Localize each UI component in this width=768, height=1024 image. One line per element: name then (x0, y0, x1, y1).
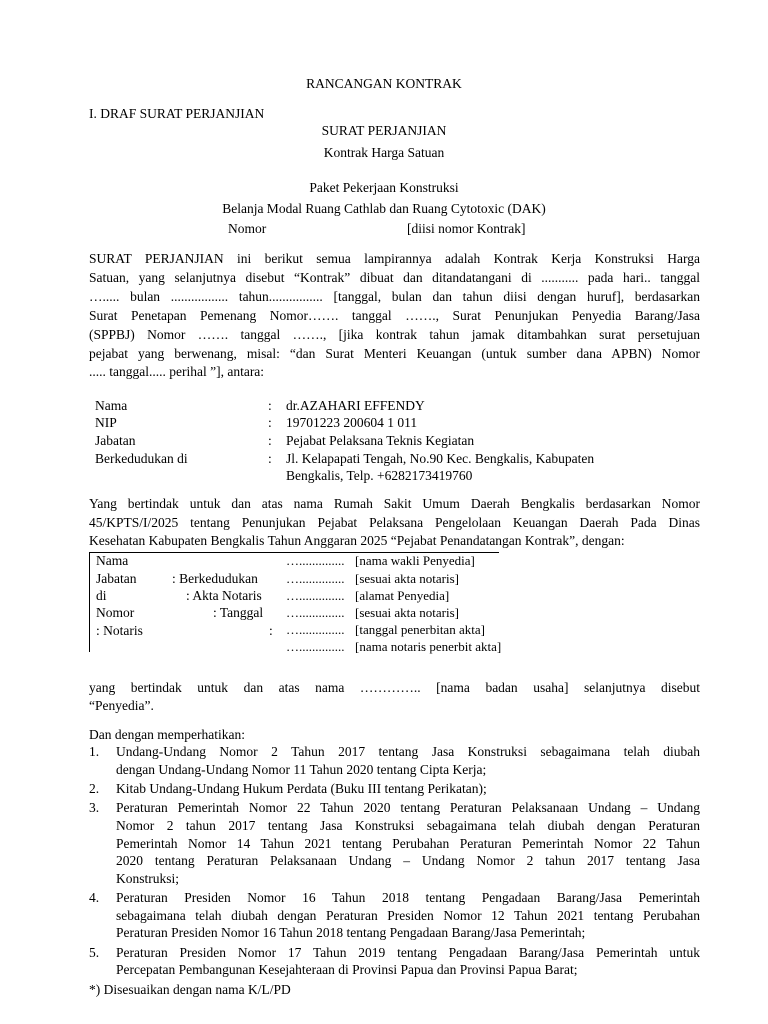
colon: : (269, 623, 273, 638)
provider-value: [sesuai akta notaris] (355, 605, 459, 620)
official-domicile-label: Berkedudukan di (95, 451, 188, 466)
list-number: 5. (89, 945, 100, 960)
colon: : (268, 451, 272, 466)
provider-acting-line: yang bertindak untuk dan atas nama ………….. [nama badan usaha] selanjutnya disebut (89, 680, 700, 695)
provider-value: [nama wakli Penyedia] (355, 553, 475, 568)
intro-line: Satuan, yang selanjutnya disebut “Kontrak” dibuat dan ditandatangani di ........... pada hari.. tanggal (89, 270, 700, 285)
acting-line: Yang bertindak untuk dan atas nama Rumah Sakit Umum Daerah Bengkalis berdasarkan Nomor (89, 496, 700, 511)
acting-line: Kesehatan Kabupaten Bengkalis Tahun Anggaran 2025 “Pejabat Penandatangan Kontrak”, dengan: (89, 533, 625, 548)
provider-label: Nama (96, 553, 129, 568)
provider-label: di (96, 588, 107, 603)
official-position-value: Pejabat Pelaksana Teknis Kegiatan (286, 433, 475, 448)
provider-label: : Tanggal (213, 605, 264, 620)
list-item-line: sebagaimana telah diubah dengan Peraturan Presiden Nomor 12 Tahun 2021 tentang Perubahan (116, 908, 700, 923)
provider-dots: ….............. (286, 588, 345, 603)
list-number: 2. (89, 781, 100, 796)
considering-heading: Dan dengan memperhatikan: (89, 727, 245, 742)
package-title: Paket Pekerjaan Konstruksi (309, 180, 459, 195)
list-item-line: Peraturan Presiden Nomor 16 Tahun 2018 tentang Pengadaan Barang/Jasa Pemerintah (116, 890, 700, 905)
list-item-line: dengan Undang-Undang Nomor 11 Tahun 2020 tentang Cipta Kerja; (116, 762, 487, 777)
list-item-line: Konstruksi; (116, 871, 180, 886)
official-nip-value: 19701223 200604 1 011 (286, 415, 418, 430)
list-number: 3. (89, 800, 100, 815)
provider-label: : Notaris (96, 623, 143, 638)
official-domicile-value: Jl. Kelapapati Tengah, No.90 Kec. Bengkalis, Kabupaten (286, 451, 595, 466)
provider-dots: ….............. (286, 553, 345, 568)
provider-value: [tanggal penerbitan akta] (355, 622, 485, 637)
colon: : (268, 433, 272, 448)
list-item-line: Peraturan Pemerintah Nomor 22 Tahun 2020 tentang Peraturan Pelaksanaan Undang – Undang (116, 800, 700, 815)
official-domicile-value: Bengkalis, Telp. +6282173419760 (286, 468, 473, 483)
acting-line: 45/KPTS/I/2025 tentang Penunjukan Pejabat Pelaksana Pengelolaan Keuangan Daerah Pada Dinas (89, 515, 700, 530)
number-label: Nomor (228, 221, 267, 236)
table-border (89, 552, 90, 652)
number-value: [diisi nomor Kontrak] (407, 221, 526, 236)
provider-label: : Akta Notaris (186, 588, 262, 603)
intro-line: SURAT PERJANJIAN ini berikut semua lampirannya adalah Kontrak Kerja Konstruksi Harga (89, 251, 700, 266)
list-number: 1. (89, 744, 100, 759)
provider-dots: ….............. (286, 639, 345, 654)
work-name: Belanja Modal Ruang Cathlab dan Ruang Cytotoxic (DAK) (222, 201, 546, 216)
intro-line: (SPPBJ) Nomor ……. tanggal ……., [jika kontrak tahun jamak ditambahkan surat persetujuan (89, 327, 700, 342)
list-item-line: Peraturan Presiden Nomor 16 Tahun 2018 tentang Pengadaan Barang/Jasa Pemerintah; (116, 925, 586, 940)
provider-label: Jabatan (96, 571, 137, 586)
intro-line: ..... tanggal..... perihal ”], antara: (89, 364, 265, 379)
list-item-line: Peraturan Presiden Nomor 17 Tahun 2019 tentang Pengadaan Barang/Jasa Pemerintah untuk (116, 945, 700, 960)
document-title: RANCANGAN KONTRAK (306, 76, 462, 91)
provider-acting-line: “Penyedia”. (89, 698, 154, 713)
contract-type: Kontrak Harga Satuan (323, 145, 445, 160)
list-item-line: Percepatan Pembangunan Kesejahteraan di Provinsi Papua dan Provinsi Papua Barat; (116, 962, 578, 977)
list-item-line: Kitab Undang-Undang Hukum Perdata (Buku III tentang Perikatan); (116, 781, 487, 796)
letter-title: SURAT PERJANJIAN (321, 123, 447, 138)
provider-label: : Berkedudukan (172, 571, 258, 586)
provider-dots: ….............. (286, 605, 345, 620)
list-item-line: 2020 tentang Peraturan Pelaksanaan Undang – Undang Nomor 2 tahun 2017 tentang Jasa (116, 853, 700, 868)
colon: : (268, 415, 272, 430)
provider-value: [sesuai akta notaris] (355, 571, 459, 586)
list-number: 4. (89, 890, 100, 905)
provider-value: [alamat Penyedia] (355, 588, 450, 603)
list-item-line: Nomor 2 tahun 2017 tentang Jasa Konstruksi sebagaimana telah diubah dengan Peraturan (116, 818, 700, 833)
colon: : (268, 398, 272, 413)
official-name-label: Nama (95, 398, 128, 413)
provider-label: Nomor (96, 605, 135, 620)
official-position-label: Jabatan (95, 433, 136, 448)
section-heading: I. DRAF SURAT PERJANJIAN (89, 106, 265, 121)
provider-value: [nama notaris penerbit akta] (355, 639, 502, 654)
list-item-line: Pemerintah Nomor 14 Tahun 2021 tentang Perubahan Peraturan Pemerintah Nomor 22 Tahun (116, 836, 700, 851)
official-name-value: dr.AZAHARI EFFENDY (286, 398, 425, 413)
official-nip-label: NIP (95, 415, 117, 430)
provider-dots: ….............. (286, 622, 345, 637)
footnote: *) Disesuaikan dengan nama K/L/PD (89, 982, 291, 997)
intro-line: Surat Penetapan Pemenang Nomor……. tanggal ……., Surat Penunjukan Penyedia Barang/Jasa (89, 308, 700, 323)
intro-line: …..... bulan ................. tahun................ [tanggal, bulan dan tahun diisi dengan huruf], berdasarkan (89, 289, 700, 304)
intro-line: pejabat yang berwenang, misal: “dan Surat Menteri Keuangan (untuk sumber dana APBN) Nomor (89, 346, 700, 361)
list-item-line: Undang-Undang Nomor 2 Tahun 2017 tentang Jasa Konstruksi sebagaimana telah diubah (116, 744, 700, 759)
provider-dots: ….............. (286, 571, 345, 586)
